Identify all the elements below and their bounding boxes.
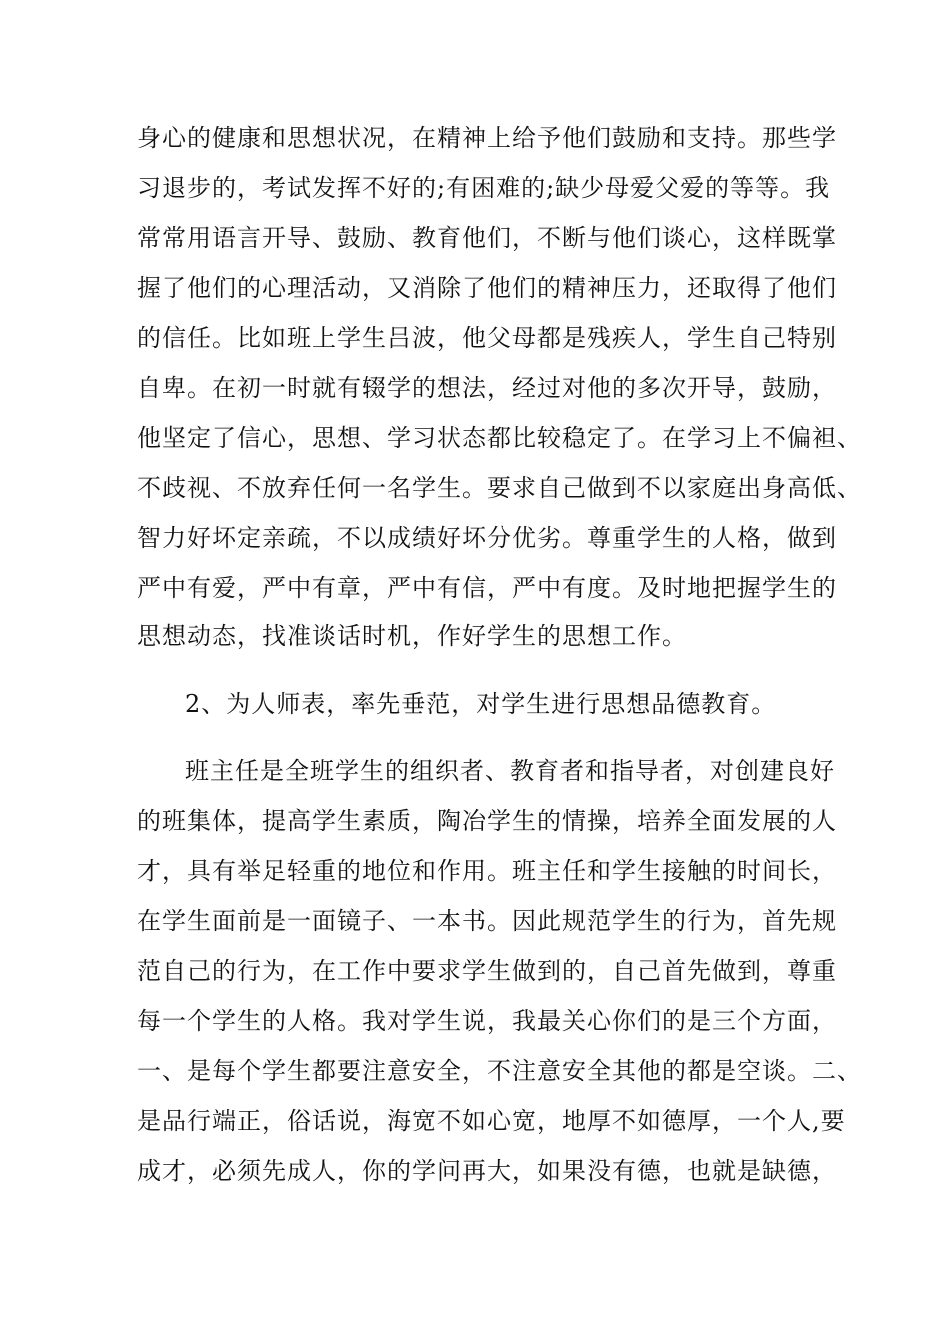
text-line: 严中有爱，严中有章，严中有信，严中有度。及时地把握学生的	[137, 574, 837, 602]
text-line: 一、是每个学生都要注意安全，不注意安全其他的都是空谈。二、	[137, 1057, 862, 1085]
text-line: 习退步的，考试发挥不好的;有困难的;缺少母爱父爱的等等。我	[137, 174, 831, 202]
text-line: 智力好坏定亲疏，不以成绩好坏分优劣。尊重学生的人格，做到	[137, 524, 837, 552]
text-line: 自卑。在初一时就有辍学的想法，经过对他的多次开导，鼓励，	[137, 374, 837, 402]
section-heading: 2、为人师表，率先垂范，对学生进行思想品德教育。	[185, 690, 777, 718]
text-line: 身心的健康和思想状况，在精神上给予他们鼓励和支持。那些学	[137, 124, 837, 152]
text-line: 在学生面前是一面镜子、一本书。因此规范学生的行为，首先规	[137, 907, 837, 935]
text-line: 成才，必须先成人，你的学问再大，如果没有德，也就是缺德，	[137, 1157, 837, 1185]
text-line: 思想动态，找准谈话时机，作好学生的思想工作。	[137, 622, 687, 650]
text-line: 是品行端正，俗话说，海宽不如心宽，地厚不如德厚，一个人,要	[137, 1107, 846, 1135]
text-line: 的班集体，提高学生素质，陶冶学生的情操，培养全面发展的人	[137, 807, 837, 835]
text-line: 他坚定了信心，思想、学习状态都比较稳定了。在学习上不偏袒、	[137, 424, 862, 452]
text-line: 不歧视、不放弃任何一名学生。要求自己做到不以家庭出身高低、	[137, 474, 862, 502]
text-line: 常常用语言开导、鼓励、教育他们，不断与他们谈心，这样既掌	[137, 224, 837, 252]
text-line: 的信任。比如班上学生吕波，他父母都是残疾人，学生自己特别	[137, 324, 837, 352]
text-line: 握了他们的心理活动，又消除了他们的精神压力，还取得了他们	[137, 274, 837, 302]
text-line: 才，具有举足轻重的地位和作用。班主任和学生接触的时间长，	[137, 857, 837, 885]
text-line: 班主任是全班学生的组织者、教育者和指导者，对创建良好	[185, 757, 835, 785]
text-line: 范自己的行为，在工作中要求学生做到的，自己首先做到，尊重	[137, 957, 837, 985]
text-line: 每一个学生的人格。我对学生说，我最关心你们的是三个方面，	[137, 1007, 837, 1035]
